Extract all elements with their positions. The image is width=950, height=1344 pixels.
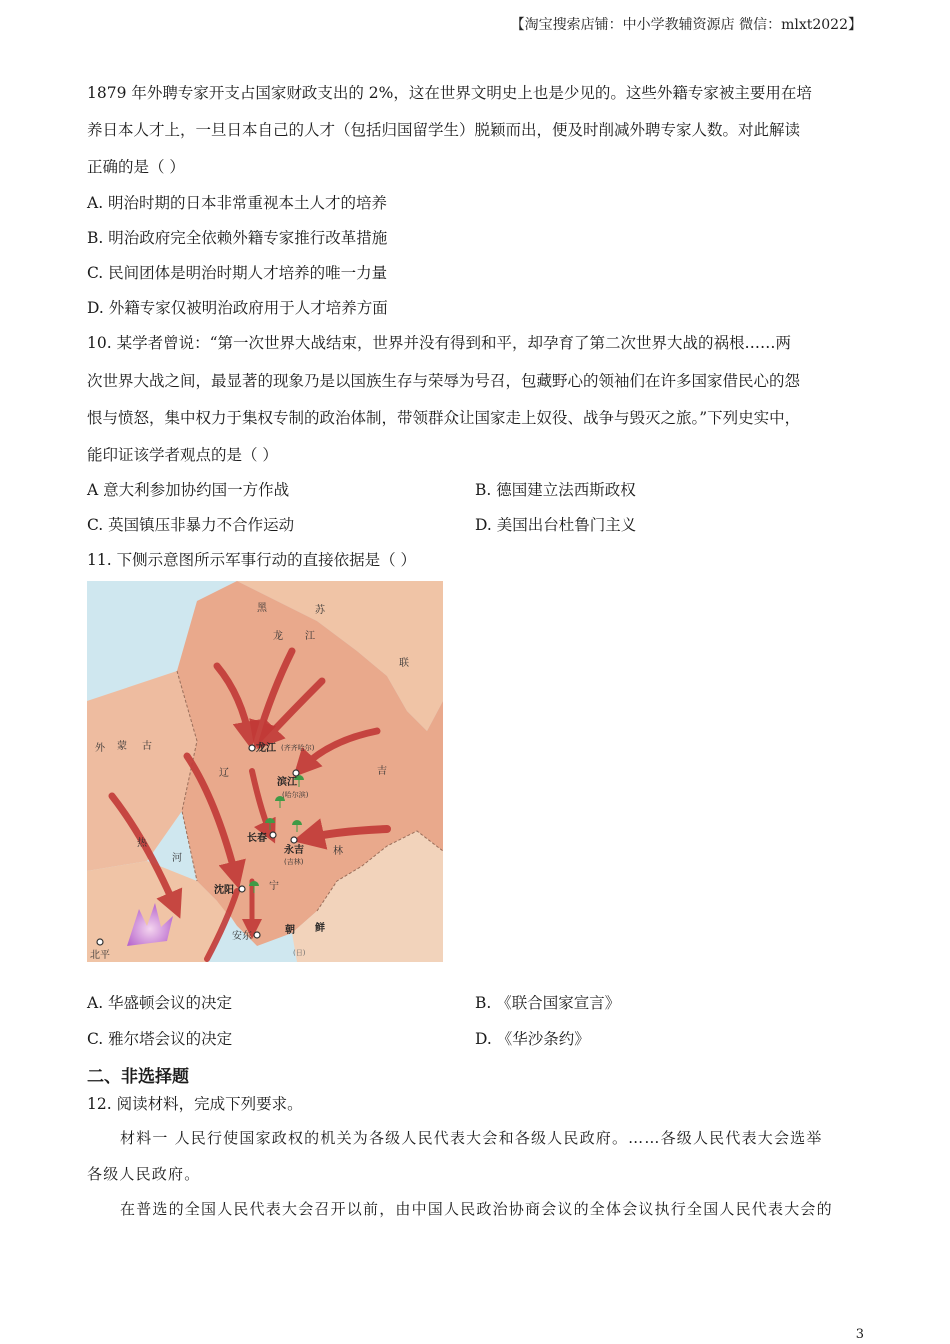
q11-stem: 11. 下侧示意图所示军事行动的直接依据是（ ） <box>87 551 417 569</box>
region-label-meng: 蒙 <box>117 741 127 752</box>
region-label-lin: 林 <box>333 846 343 857</box>
q10-stem-line-1: 10. 某学者曾说：“第一次世界大战结束，世界并没有得到和平，却孕育了第二次世界大战的祸根……两 <box>87 334 792 352</box>
region-label-jiang: 江 <box>305 631 315 642</box>
region-label-su: 苏 <box>315 605 325 616</box>
q12-stem: 12. 阅读材料，完成下列要求。 <box>87 1095 303 1113</box>
q9-option-a: A. 明治时期的日本非常重视本土人才的培养 <box>87 194 388 212</box>
q9-option-d: D. 外籍专家仅被明治政府用于人才培养方面 <box>87 299 388 317</box>
material-line-3: 在普选的全国人民代表大会召开以前，由中国人民政治协商会议的全体会议执行全国人民代表大会的 <box>120 1200 833 1218</box>
city-binjiang: 滨江 <box>277 777 297 788</box>
region-label-ji: 吉 <box>377 766 387 777</box>
city-dot <box>291 837 297 843</box>
region-label-gu: 古 <box>142 741 152 752</box>
region-label-liao: 辽 <box>219 768 229 779</box>
region-label-xian: 鲜 <box>315 923 325 934</box>
q10-stem-line-4: 能印证该学者观点的是（ ） <box>87 446 278 464</box>
q10-option-a: A 意大利参加协约国一方作战 <box>87 481 290 499</box>
city-changchun: 长春 <box>247 833 267 844</box>
q9-stem-line-3: 正确的是（ ） <box>87 158 185 176</box>
q10-stem-line-2: 次世界大战之间，最显著的现象乃是以国族生存与荣辱为号召，包藏野心的领袖们在许多国家借民心的怨 <box>87 372 801 390</box>
q10-option-d: D. 美国出台杜鲁门主义 <box>475 516 637 534</box>
northeast-campaign-map <box>87 581 443 962</box>
q10-option-b: B. 德国建立法西斯政权 <box>475 481 636 499</box>
map-svg <box>87 581 443 962</box>
city-dot <box>249 745 255 751</box>
city-dot <box>270 832 276 838</box>
region-label-re: 热 <box>137 838 147 849</box>
q9-stem-line-1: 1879 年外聘专家开支占国家财政支出的 2%，这在世界文明史上也是少见的。这些外籍专家被主要用在培 <box>87 84 812 102</box>
city-yongji: 永吉 <box>284 845 304 856</box>
q9-stem-line-2: 养日本人才上，一旦日本自己的人才（包括归国留学生）脱颖而出，便及时削减外聘专家人数。对此解读 <box>87 121 801 139</box>
region-label-long: 龙 <box>273 631 283 642</box>
region-label-hei: 黑 <box>257 603 267 614</box>
city-longjiang: 龙江 <box>256 743 276 754</box>
region-label-ri: (日) <box>293 949 306 957</box>
city-dot <box>239 886 245 892</box>
region-label-he: 河 <box>172 853 182 864</box>
city-dot <box>293 770 299 776</box>
q11-option-b: B. 《联合国家宣言》 <box>475 994 621 1012</box>
city-beiping: 北平 <box>90 950 110 961</box>
city-dot <box>254 932 260 938</box>
page-header: 【淘宝搜索店铺：中小学教辅资源店 微信：mlxt2022】 <box>510 17 862 33</box>
q10-option-c: C. 英国镇压非暴力不合作运动 <box>87 516 295 534</box>
region-label-wai: 外 <box>95 743 105 754</box>
q11-option-c: C. 雅尔塔会议的决定 <box>87 1030 233 1048</box>
city-jilin: (吉林) <box>284 858 304 866</box>
q11-option-a: A. 华盛顿会议的决定 <box>87 994 233 1012</box>
region-label-chao: 朝 <box>285 925 295 936</box>
region-label-lian: 联 <box>399 658 409 669</box>
page-number: 3 <box>855 1327 864 1342</box>
q9-option-c: C. 民间团体是明治时期人才培养的唯一力量 <box>87 264 388 282</box>
q10-stem-line-3: 恨与愤怒，集中权力于集权专制的政治体制，带领群众让国家走上奴役、战争与毁灭之旅。”下列史实中， <box>87 409 801 427</box>
section-title: 二、非选择题 <box>87 1067 189 1087</box>
city-haerbin: (哈尔滨) <box>282 791 309 799</box>
material-line-1: 材料一 人民行使国家政权的机关为各级人民代表大会和各级人民政府。……各级人民代表大会选举 <box>120 1129 823 1147</box>
q9-option-b: B. 明治政府完全依赖外籍专家推行改革措施 <box>87 229 388 247</box>
city-qiqihaer: (齐齐哈尔) <box>281 744 315 752</box>
city-dot <box>97 939 103 945</box>
city-shenyang: 沈阳 <box>214 885 234 896</box>
city-andong: 安东 <box>232 931 252 942</box>
q11-option-d: D. 《华沙条约》 <box>475 1030 590 1048</box>
region-label-ning: 宁 <box>269 881 279 892</box>
material-line-2: 各级人民政府。 <box>87 1165 201 1183</box>
